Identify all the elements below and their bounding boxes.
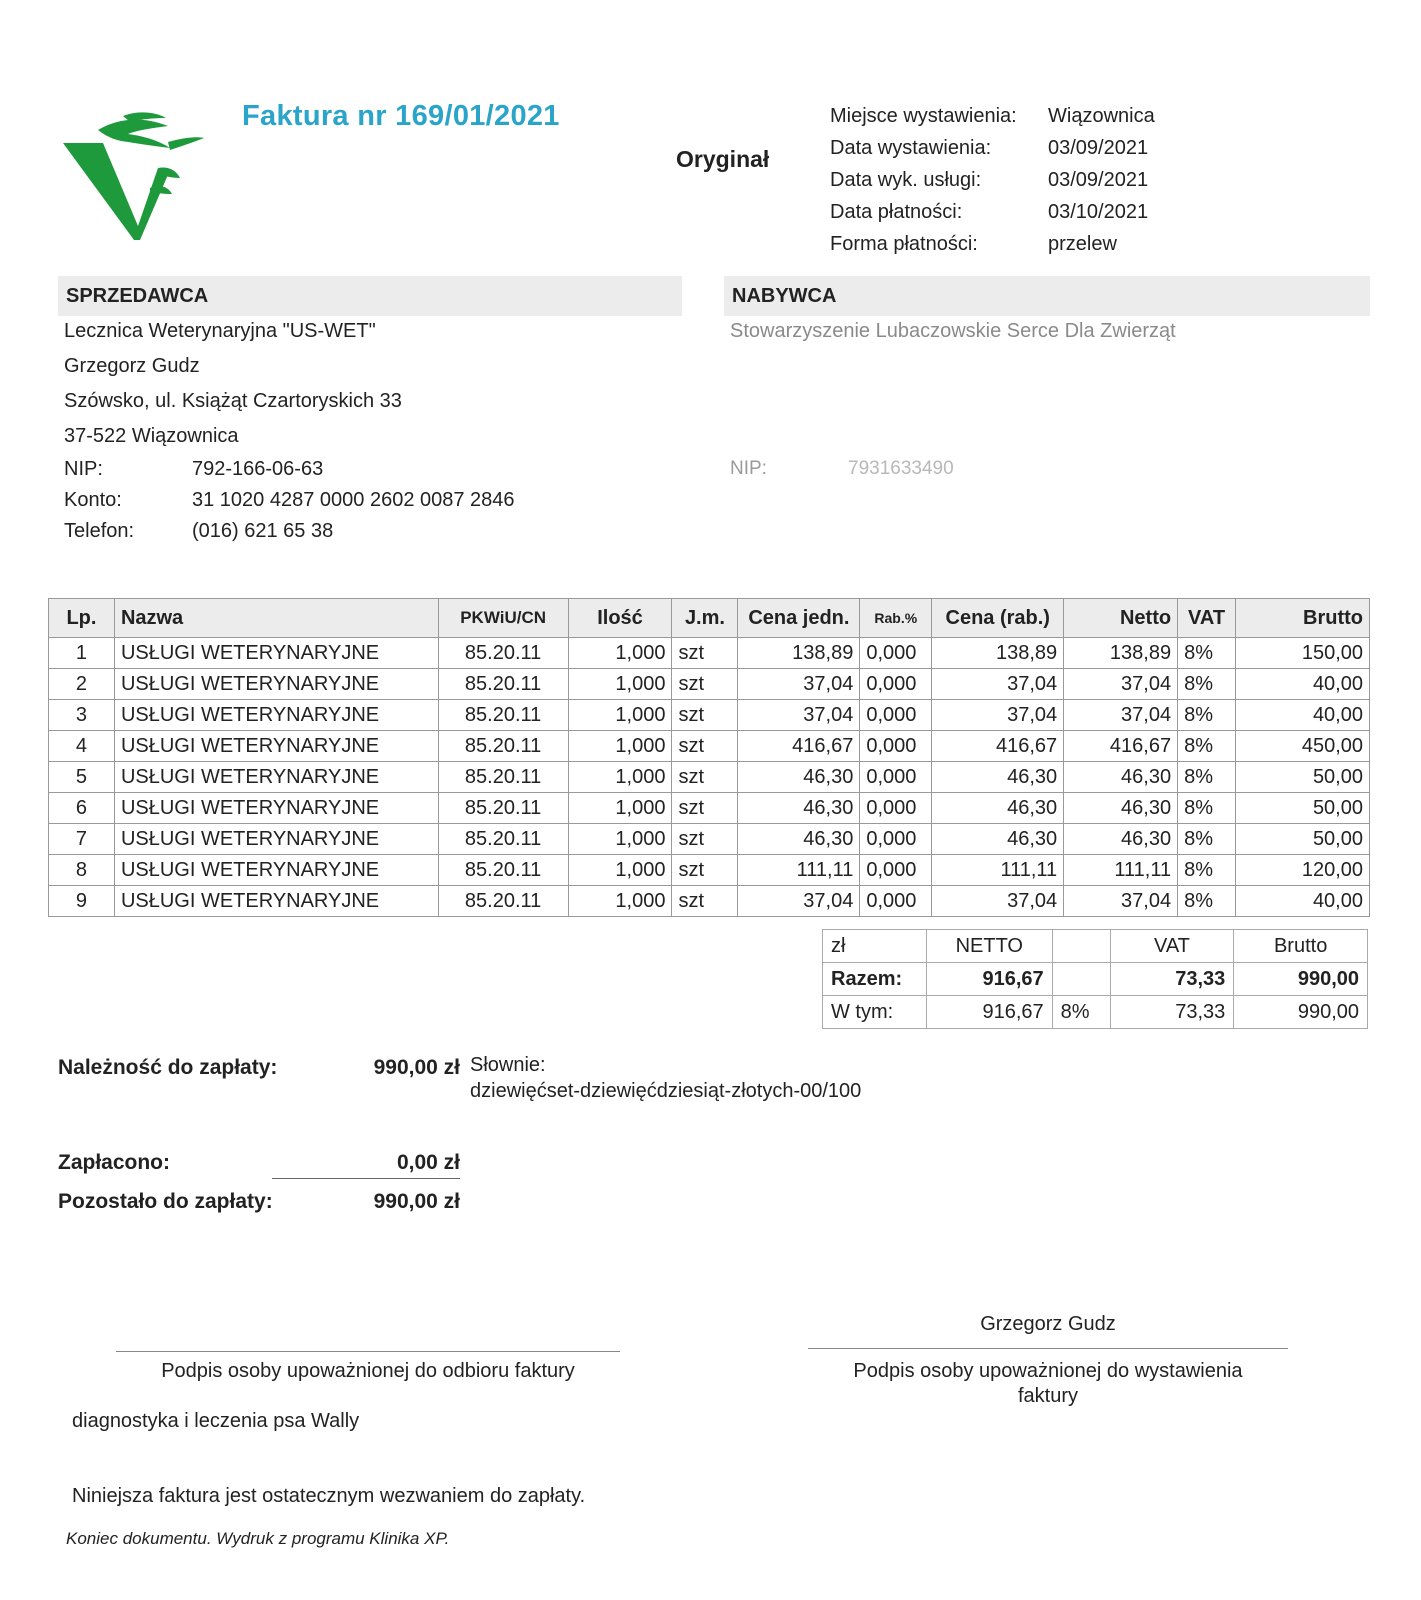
cell-discount: 0,000 bbox=[860, 762, 932, 793]
receiver-signature-caption: Podpis osoby upoważnionej do odbioru faktury bbox=[161, 1360, 575, 1382]
receiver-signature-line bbox=[116, 1351, 620, 1352]
cell-discount: 0,000 bbox=[860, 886, 932, 917]
cell-discounted-price: 111,11 bbox=[932, 855, 1064, 886]
cell-qty: 1,000 bbox=[568, 886, 672, 917]
cell-lp: 9 bbox=[49, 886, 115, 917]
cell-discounted-price: 46,30 bbox=[932, 793, 1064, 824]
cell-name: USŁUGI WETERYNARYJNE bbox=[114, 669, 438, 700]
cell-unit-price: 111,11 bbox=[738, 855, 860, 886]
cell-discounted-price: 46,30 bbox=[932, 762, 1064, 793]
cell-discounted-price: 37,04 bbox=[932, 886, 1064, 917]
invoice-meta bbox=[830, 100, 1155, 260]
table-row bbox=[49, 731, 1370, 762]
buyer-nip-label: NIP: bbox=[730, 458, 767, 479]
cell-unit-price: 46,30 bbox=[738, 762, 860, 793]
summary-header-row bbox=[823, 930, 1368, 963]
meta-label: Data wystawienia: bbox=[830, 136, 992, 159]
seller-phone-row bbox=[64, 520, 515, 551]
cell-discount: 0,000 bbox=[860, 855, 932, 886]
col-name: Nazwa bbox=[114, 599, 438, 638]
buyer-header: NABYWCA bbox=[724, 276, 1370, 316]
col-discounted-price: Cena (rab.) bbox=[932, 599, 1064, 638]
buyer-name: Stowarzyszenie Lubaczowskie Serce Dla Zwierząt bbox=[730, 320, 1176, 342]
remark-text: diagnostyka i leczenia psa Wally bbox=[72, 1410, 360, 1432]
col-discount: Rab.% bbox=[860, 599, 932, 638]
cell-lp: 5 bbox=[49, 762, 115, 793]
cell-gross: 40,00 bbox=[1236, 700, 1370, 731]
cell-name: USŁUGI WETERYNARYJNE bbox=[114, 638, 438, 669]
cell-vat: 8% bbox=[1178, 762, 1236, 793]
cell-discount: 0,000 bbox=[860, 669, 932, 700]
copy-label: Oryginał bbox=[676, 146, 770, 172]
cell-unit-price: 46,30 bbox=[738, 824, 860, 855]
col-pkwiu: PKWiU/CN bbox=[438, 599, 568, 638]
cell-pkwiu: 85.20.11 bbox=[438, 731, 568, 762]
cell-qty: 1,000 bbox=[568, 669, 672, 700]
meta-value: 03/09/2021 bbox=[1048, 168, 1149, 191]
meta-payment-form bbox=[830, 228, 1155, 260]
meta-value: 03/10/2021 bbox=[1048, 200, 1149, 223]
cell-net: 37,04 bbox=[1064, 700, 1178, 731]
paid-label: Zapłacono: bbox=[58, 1151, 171, 1174]
cell-lp: 3 bbox=[49, 700, 115, 731]
table-row bbox=[49, 793, 1370, 824]
meta-place bbox=[830, 100, 1155, 132]
buyer-nip: 7931633490 bbox=[848, 458, 954, 479]
cell-discount: 0,000 bbox=[860, 824, 932, 855]
due-amount: 990,00 zł bbox=[373, 1056, 460, 1079]
cell-discounted-price: 416,67 bbox=[932, 731, 1064, 762]
cell-net: 46,30 bbox=[1064, 793, 1178, 824]
table-row bbox=[49, 886, 1370, 917]
cell-unit: szt bbox=[672, 700, 738, 731]
meta-value: Wiązownica bbox=[1048, 104, 1155, 127]
summary-total-vat: 73,33 bbox=[1110, 963, 1234, 996]
cell-pkwiu: 85.20.11 bbox=[438, 855, 568, 886]
cell-unit: szt bbox=[672, 824, 738, 855]
final-notice: Niniejsza faktura jest ostatecznym wezwaniem do zapłaty. bbox=[72, 1485, 586, 1507]
cell-name: USŁUGI WETERYNARYJNE bbox=[114, 886, 438, 917]
meta-value: przelew bbox=[1048, 232, 1117, 255]
seller-details bbox=[64, 320, 515, 551]
cell-name: USŁUGI WETERYNARYJNE bbox=[114, 855, 438, 886]
col-unit-price: Cena jedn. bbox=[738, 599, 860, 638]
cell-unit-price: 37,04 bbox=[738, 886, 860, 917]
summary-h-brutto: Brutto bbox=[1234, 930, 1368, 963]
cell-discount: 0,000 bbox=[860, 638, 932, 669]
cell-gross: 40,00 bbox=[1236, 886, 1370, 917]
cell-unit: szt bbox=[672, 855, 738, 886]
summary-incl-vat: 73,33 bbox=[1110, 996, 1234, 1029]
cell-lp: 2 bbox=[49, 669, 115, 700]
cell-unit-price: 46,30 bbox=[738, 793, 860, 824]
cell-qty: 1,000 bbox=[568, 638, 672, 669]
clinic-logo-icon bbox=[58, 108, 208, 248]
cell-lp: 8 bbox=[49, 855, 115, 886]
cell-discounted-price: 37,04 bbox=[932, 669, 1064, 700]
cell-discounted-price: 37,04 bbox=[932, 700, 1064, 731]
col-net: Netto bbox=[1064, 599, 1178, 638]
table-row bbox=[49, 855, 1370, 886]
cell-pkwiu: 85.20.11 bbox=[438, 762, 568, 793]
table-row bbox=[49, 669, 1370, 700]
table-row bbox=[49, 638, 1370, 669]
cell-lp: 6 bbox=[49, 793, 115, 824]
cell-gross: 50,00 bbox=[1236, 824, 1370, 855]
items-header-row bbox=[49, 599, 1370, 638]
cell-pkwiu: 85.20.11 bbox=[438, 669, 568, 700]
table-row bbox=[49, 700, 1370, 731]
cell-gross: 50,00 bbox=[1236, 762, 1370, 793]
document-footer: Koniec dokumentu. Wydruk z programu Klinika XP. bbox=[66, 1529, 450, 1548]
seller-nip-row bbox=[64, 458, 515, 489]
seller-nip-label: NIP: bbox=[64, 458, 103, 480]
seller-name: Lecznica Weterynaryjna "US-WET" bbox=[64, 320, 376, 342]
cell-gross: 450,00 bbox=[1236, 731, 1370, 762]
remaining-label: Pozostało do zapłaty: bbox=[58, 1190, 273, 1213]
cell-unit-price: 37,04 bbox=[738, 700, 860, 731]
items-body bbox=[49, 638, 1370, 917]
cell-net: 138,89 bbox=[1064, 638, 1178, 669]
summary-total-netto: 916,67 bbox=[926, 963, 1052, 996]
cell-unit: szt bbox=[672, 886, 738, 917]
table-row bbox=[49, 824, 1370, 855]
cell-pkwiu: 85.20.11 bbox=[438, 824, 568, 855]
amount-in-words bbox=[470, 1052, 861, 1104]
summary-incl-netto: 916,67 bbox=[926, 996, 1052, 1029]
cell-discounted-price: 46,30 bbox=[932, 824, 1064, 855]
summary-incl-rate: 8% bbox=[1052, 996, 1110, 1029]
summary-h-netto: NETTO bbox=[926, 930, 1052, 963]
cell-vat: 8% bbox=[1178, 855, 1236, 886]
cell-net: 111,11 bbox=[1064, 855, 1178, 886]
cell-qty: 1,000 bbox=[568, 700, 672, 731]
summary-total-brutto: 990,00 bbox=[1234, 963, 1368, 996]
cell-gross: 50,00 bbox=[1236, 793, 1370, 824]
meta-label: Forma płatności: bbox=[830, 232, 978, 255]
buyer-nip-row bbox=[730, 458, 954, 480]
issuer-signature-caption: Podpis osoby upoważnionej do wystawienia faktury bbox=[853, 1360, 1243, 1407]
cell-pkwiu: 85.20.11 bbox=[438, 886, 568, 917]
cell-qty: 1,000 bbox=[568, 824, 672, 855]
summary-total-label: Razem: bbox=[823, 963, 927, 996]
cell-unit: szt bbox=[672, 793, 738, 824]
summary-incl-brutto: 990,00 bbox=[1234, 996, 1368, 1029]
meta-service-date bbox=[830, 164, 1155, 196]
summary-h-vat: VAT bbox=[1110, 930, 1234, 963]
cell-vat: 8% bbox=[1178, 731, 1236, 762]
seller-city: 37-522 Wiązownica bbox=[64, 425, 239, 447]
cell-vat: 8% bbox=[1178, 824, 1236, 855]
cell-vat: 8% bbox=[1178, 638, 1236, 669]
col-lp: Lp. bbox=[49, 599, 115, 638]
seller-account-row bbox=[64, 489, 515, 520]
cell-qty: 1,000 bbox=[568, 731, 672, 762]
meta-issue-date bbox=[830, 132, 1155, 164]
col-unit: J.m. bbox=[672, 599, 738, 638]
cell-unit-price: 37,04 bbox=[738, 669, 860, 700]
cell-net: 416,67 bbox=[1064, 731, 1178, 762]
cell-net: 37,04 bbox=[1064, 669, 1178, 700]
cell-vat: 8% bbox=[1178, 886, 1236, 917]
col-gross: Brutto bbox=[1236, 599, 1370, 638]
meta-label: Data płatności: bbox=[830, 200, 963, 223]
cell-net: 37,04 bbox=[1064, 886, 1178, 917]
cell-unit: szt bbox=[672, 762, 738, 793]
words-value: dziewięćset-dziewięćdziesiąt-złotych-00/100 bbox=[470, 1080, 862, 1102]
seller-nip: 792-166-06-63 bbox=[192, 458, 324, 480]
summary-total-rate bbox=[1052, 963, 1110, 996]
table-row bbox=[49, 762, 1370, 793]
due-label: Należność do zapłaty: bbox=[58, 1056, 278, 1079]
words-label: Słownie: bbox=[470, 1054, 546, 1076]
cell-qty: 1,000 bbox=[568, 855, 672, 886]
cell-discount: 0,000 bbox=[860, 731, 932, 762]
seller-phone: (016) 621 65 38 bbox=[192, 520, 334, 542]
col-vat: VAT bbox=[1178, 599, 1236, 638]
summary-incl-row bbox=[823, 996, 1368, 1029]
meta-label: Data wyk. usługi: bbox=[830, 168, 982, 191]
cell-name: USŁUGI WETERYNARYJNE bbox=[114, 731, 438, 762]
invoice-title: Faktura nr 169/01/2021 bbox=[242, 100, 560, 132]
paid-amount: 0,00 zł bbox=[396, 1151, 460, 1174]
cell-pkwiu: 85.20.11 bbox=[438, 793, 568, 824]
cell-gross: 40,00 bbox=[1236, 669, 1370, 700]
summary-currency: zł bbox=[823, 930, 927, 963]
cell-lp: 4 bbox=[49, 731, 115, 762]
seller-person: Grzegorz Gudz bbox=[64, 355, 200, 377]
cell-qty: 1,000 bbox=[568, 793, 672, 824]
cell-unit-price: 416,67 bbox=[738, 731, 860, 762]
seller-phone-label: Telefon: bbox=[64, 520, 135, 542]
cell-name: USŁUGI WETERYNARYJNE bbox=[114, 700, 438, 731]
cell-discounted-price: 138,89 bbox=[932, 638, 1064, 669]
issuer-name: Grzegorz Gudz bbox=[980, 1313, 1116, 1335]
cell-name: USŁUGI WETERYNARYJNE bbox=[114, 793, 438, 824]
meta-value: 03/09/2021 bbox=[1048, 136, 1149, 159]
cell-net: 46,30 bbox=[1064, 762, 1178, 793]
cell-name: USŁUGI WETERYNARYJNE bbox=[114, 824, 438, 855]
cell-qty: 1,000 bbox=[568, 762, 672, 793]
seller-header: SPRZEDAWCA bbox=[58, 276, 682, 316]
cell-lp: 1 bbox=[49, 638, 115, 669]
cell-lp: 7 bbox=[49, 824, 115, 855]
cell-pkwiu: 85.20.11 bbox=[438, 638, 568, 669]
meta-label: Miejsce wystawienia: bbox=[830, 104, 1017, 127]
cell-discount: 0,000 bbox=[860, 793, 932, 824]
cell-unit: szt bbox=[672, 669, 738, 700]
summary-total-row bbox=[823, 963, 1368, 996]
cell-vat: 8% bbox=[1178, 793, 1236, 824]
meta-payment-date bbox=[830, 196, 1155, 228]
cell-unit: szt bbox=[672, 638, 738, 669]
cell-unit: szt bbox=[672, 731, 738, 762]
remaining-amount: 990,00 zł bbox=[373, 1190, 460, 1213]
cell-net: 46,30 bbox=[1064, 824, 1178, 855]
seller-account-label: Konto: bbox=[64, 489, 122, 511]
cell-gross: 120,00 bbox=[1236, 855, 1370, 886]
seller-address: Szówsko, ul. Książąt Czartoryskich 33 bbox=[64, 390, 402, 412]
col-qty: Ilość bbox=[568, 599, 672, 638]
cell-unit-price: 138,89 bbox=[738, 638, 860, 669]
issuer-signature-line bbox=[808, 1348, 1288, 1349]
cell-vat: 8% bbox=[1178, 669, 1236, 700]
summary-h-rate bbox=[1052, 930, 1110, 963]
summary-incl-label: W tym: bbox=[823, 996, 927, 1029]
items-table bbox=[48, 598, 1370, 917]
paid-separator bbox=[272, 1178, 460, 1179]
cell-pkwiu: 85.20.11 bbox=[438, 700, 568, 731]
cell-discount: 0,000 bbox=[860, 700, 932, 731]
cell-name: USŁUGI WETERYNARYJNE bbox=[114, 762, 438, 793]
seller-account: 31 1020 4287 0000 2602 0087 2846 bbox=[192, 489, 515, 511]
cell-vat: 8% bbox=[1178, 700, 1236, 731]
summary-table bbox=[822, 929, 1368, 1029]
cell-gross: 150,00 bbox=[1236, 638, 1370, 669]
